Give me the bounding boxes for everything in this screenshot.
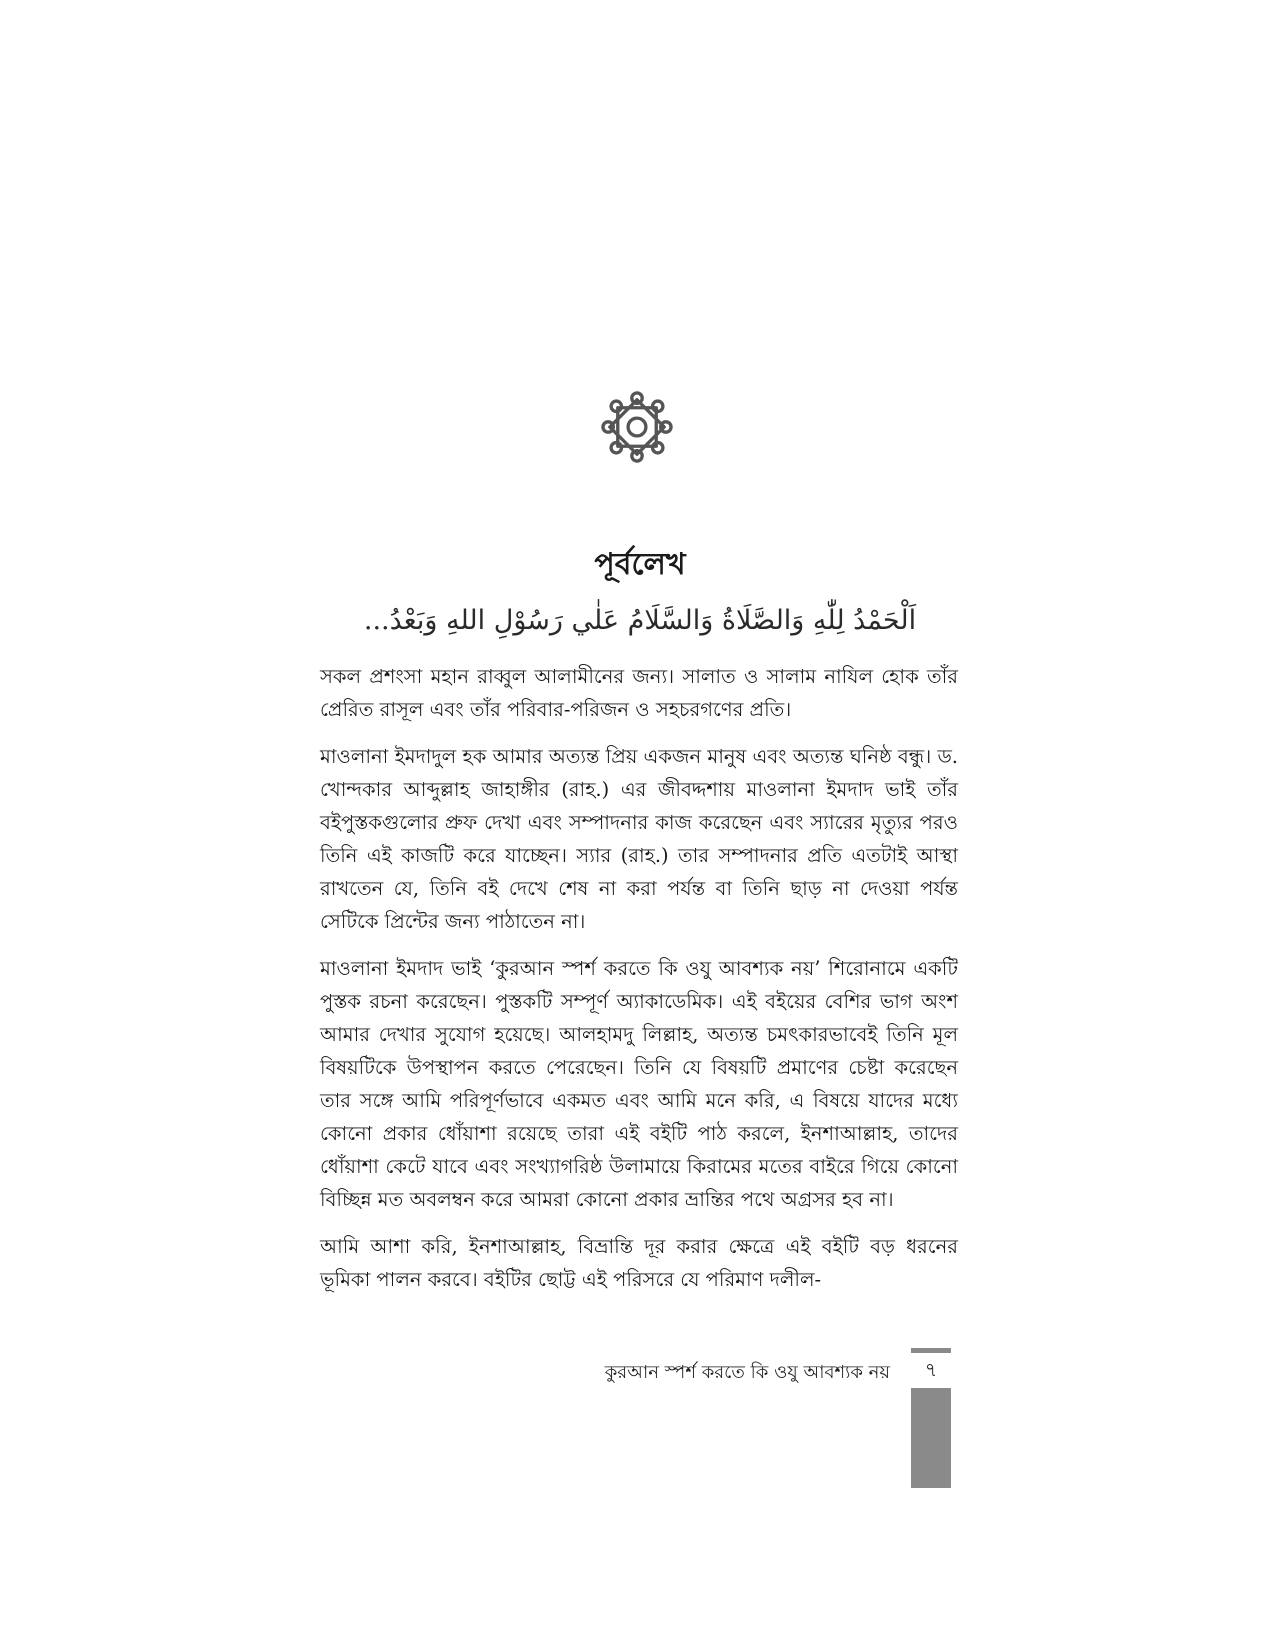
arabic-invocation: اَلْحَمْدُ لِلّٰهِ وَالصَّلَاةُ وَالسَّلَامُ عَلٰي رَسُوْلِ اللهِ وَبَعْدُ...: [363, 605, 917, 636]
page-tab-bar: [911, 1388, 951, 1488]
page-number: ৭: [924, 1359, 938, 1381]
paragraph-1: সকল প্রশংসা মহান রাব্বুল আলামীনের জন্য। সালাত ও সালাম নাযিল হোক তাঁর প্রেরিত রাসূল এবং তাঁর পরিবার-পরিজন ও সহচরগণের প্রতি।: [320, 665, 958, 721]
body-text: [320, 660, 958, 1310]
paragraph-3: মাওলানা ইমদাদ ভাই ‘কুরআন স্পর্শ করতে কি ওযু আবশ্যক নয়’ শিরোনামে একটি পুস্তক রচনা করেছেন। পুস্তকটি সম্পূর্ণ অ্যাকাডেমিক। এই বইয়ের বেশির ভাগ অংশ আমার দেখার সুযোগ হয়েছে। আলহামদু লিল্লাহ, অত্যন্ত চমৎকারভাবেই তিনি মূল বিষয়টিকে উপস্থাপন করতে পেরেছেন। তিনি যে বিষয়টি প্রমাণের চেষ্টা করেছেন তার সঙ্গে আমি পরিপূর্ণভাবে একমত এবং আমি মনে করি, এ বিষয়ে যাদের মধ্যে কোনো প্রকার ধোঁয়াশা রয়েছে তারা এই বইটি পাঠ করলে, ইনশাআল্লাহ, তাদের ধোঁয়াশা কেটে যাবে এবং সংখ্যাগরিষ্ঠ উলামায়ে কিরামের মতের বাইরে গিয়ে কোনো বিচ্ছিন্ন মত অবলম্বন করে আমরা কোনো প্রকার ভ্রান্তির পথে অগ্রসর হব না।: [320, 957, 958, 1211]
page-tab-marker: [911, 1348, 951, 1353]
running-title: কুরআন স্পর্শ করতে কি ওযু আবশ্যক নয়: [604, 1362, 890, 1383]
page-title: পূর্বলেখ: [594, 547, 686, 582]
paragraph-2: মাওলানা ইমদাদুল হক আমার অত্যন্ত প্রিয় একজন মানুষ এবং অত্যন্ত ঘনিষ্ঠ বন্ধু। ড. খোন্দকার আব্দুল্লাহ জাহাঙ্গীর (রাহ.) এর জীবদ্দশায় মাওলানা ইমদাদ ভাই তাঁর বইপুস্তকগুলোর প্রুফ দেখা এবং সম্পাদনার কাজ করেছেন এবং স্যারের মৃত্যুর পরও তিনি এই কাজটি করে যাচ্ছেন। স্যার (রাহ.) তার সম্পাদনার প্রতি এতটাই আস্থা রাখতেন যে, তিনি বই দেখে শেষ না করা পর্যন্ত বা তিনি ছাড় না দেওয়া পর্যন্ত সেটিকে প্রিন্টের জন্য পাঠাতেন না।: [320, 745, 958, 933]
paragraph-4: আমি আশা করি, ইনশাআল্লাহ, বিভ্রান্তি দূর করার ক্ষেত্রে এই বইটি বড় ধরনের ভূমিকা পালন করবে। বইটির ছোট্ট এই পরিসরে যে পরিমাণ দলীল-: [320, 1235, 958, 1291]
eight-petal-knot-ornament-icon: [600, 390, 674, 464]
